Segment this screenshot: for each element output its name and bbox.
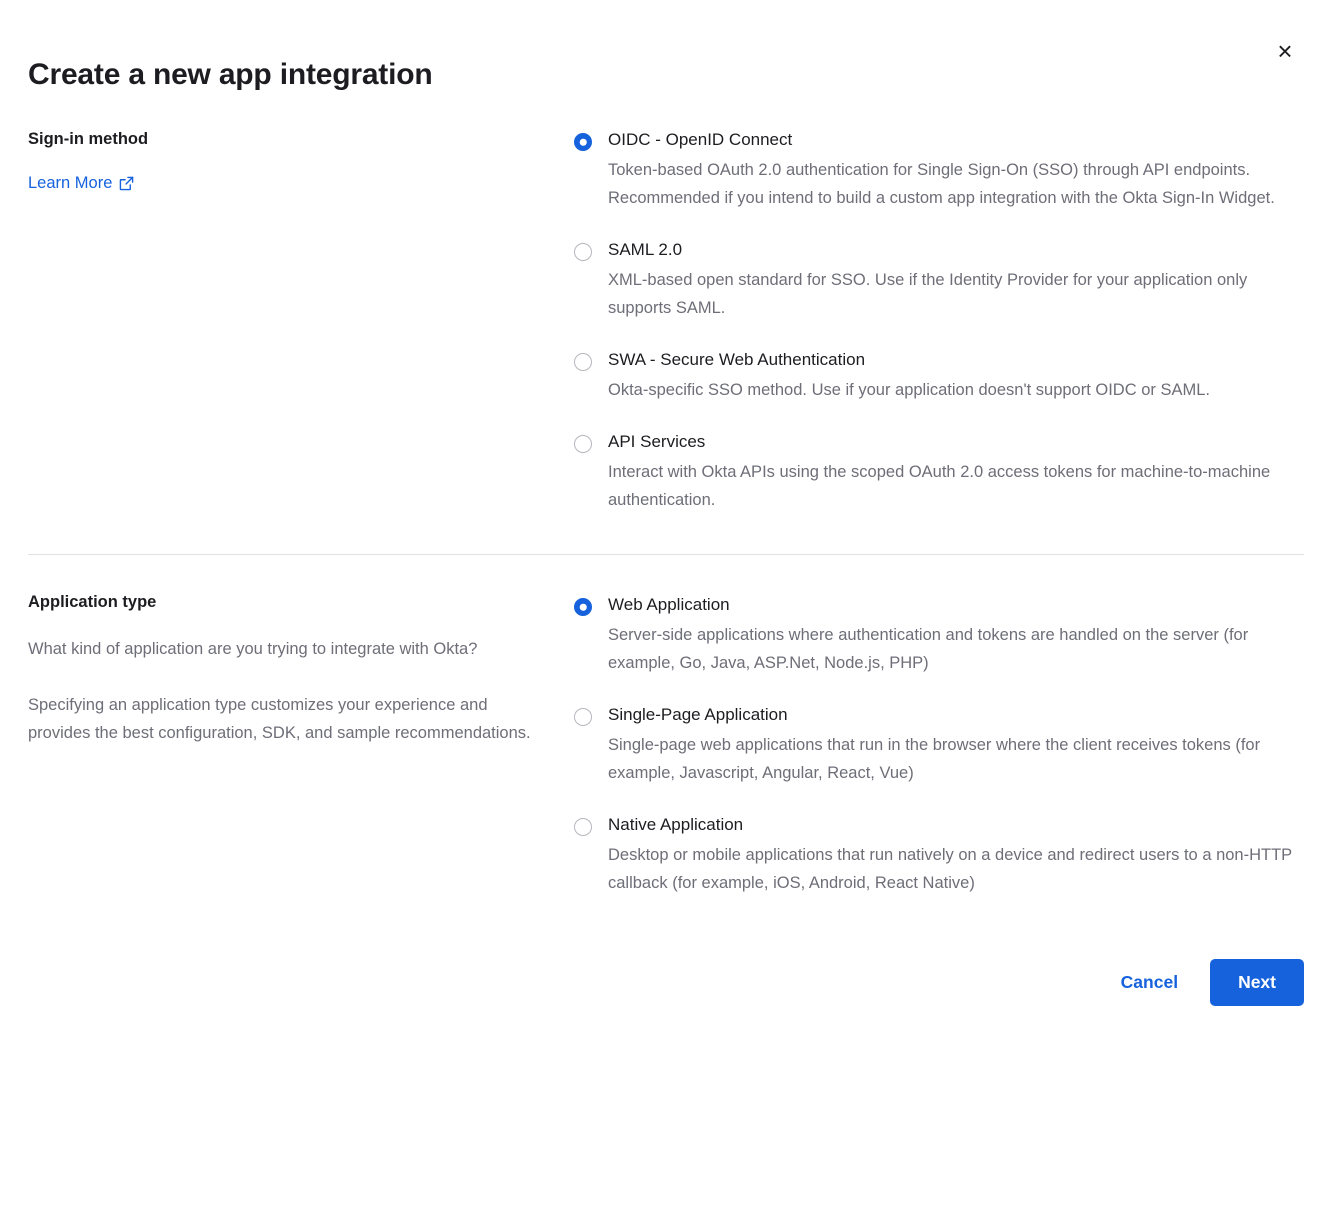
signin-method-section	[0, 128, 1332, 514]
option-title: SWA - Secure Web Authentication	[608, 350, 866, 369]
option-body	[608, 813, 1304, 897]
option-description: Okta-specific SSO method. Use if your application doesn't support OIDC or SAML.	[608, 381, 1210, 399]
option-title: OIDC - OpenID Connect	[608, 130, 793, 149]
option-title: SAML 2.0	[608, 240, 683, 259]
signin-option-oidc[interactable]	[574, 128, 1304, 212]
radio-icon[interactable]	[574, 708, 592, 726]
option-body	[608, 238, 1304, 322]
close-icon[interactable]: ×	[1270, 36, 1300, 66]
radio-icon[interactable]	[574, 243, 592, 261]
option-title: API Services	[608, 432, 706, 451]
next-button[interactable]: Next	[1210, 959, 1304, 1006]
dialog-footer	[0, 959, 1332, 1006]
application-type-label: Application type	[28, 593, 157, 611]
signin-option-swa[interactable]	[574, 348, 1304, 404]
radio-icon[interactable]	[574, 353, 592, 371]
option-body	[608, 430, 1304, 514]
signin-option-saml[interactable]	[574, 238, 1304, 322]
radio-icon[interactable]	[574, 598, 592, 616]
option-description: Token-based OAuth 2.0 authentication for Single Sign-On (SSO) through API endpoints. Recommended if you intend to build a custom app integration with the Okta Sign-In Widget.	[608, 161, 1275, 207]
cancel-button[interactable]: Cancel	[1115, 962, 1184, 1003]
option-body	[608, 593, 1304, 677]
learn-more-link[interactable]	[28, 174, 134, 193]
helper-text-1: What kind of application are you trying to integrate with Okta?	[28, 640, 478, 658]
option-title: Single-Page Application	[608, 705, 788, 724]
signin-method-label: Sign-in method	[28, 130, 149, 148]
application-type-section	[0, 591, 1332, 897]
learn-more-label: Learn More	[28, 174, 113, 192]
option-description: Interact with Okta APIs using the scoped OAuth 2.0 access tokens for machine-to-machine authentication.	[608, 463, 1271, 509]
application-type-helper	[28, 635, 534, 747]
external-link-icon	[119, 176, 134, 191]
apptype-option-spa[interactable]	[574, 703, 1304, 787]
option-body	[608, 703, 1304, 787]
radio-icon[interactable]	[574, 435, 592, 453]
option-description: Single-page web applications that run in the browser where the client receives tokens (for example, Javascript, Angular, React, Vue)	[608, 736, 1261, 782]
section-divider	[28, 554, 1304, 555]
radio-icon[interactable]	[574, 133, 592, 151]
option-title: Web Application	[608, 595, 730, 614]
option-description: XML-based open standard for SSO. Use if the Identity Provider for your application only supports SAML.	[608, 271, 1248, 317]
option-body	[608, 128, 1304, 212]
helper-text-2: Specifying an application type customizes your experience and provides the best configuration, SDK, and sample recommendations.	[28, 696, 531, 742]
option-body	[608, 348, 1304, 404]
option-description: Server-side applications where authentication and tokens are handled on the server (for example, Go, Java, ASP.Net, Node.js, PHP)	[608, 626, 1249, 672]
radio-icon[interactable]	[574, 818, 592, 836]
option-title: Native Application	[608, 815, 744, 834]
option-description: Desktop or mobile applications that run natively on a device and redirect users to a non-HTTP callback (for example, iOS, Android, React Native)	[608, 846, 1292, 892]
signin-method-options	[558, 128, 1304, 514]
apptype-option-native[interactable]	[574, 813, 1304, 897]
signin-option-api-services[interactable]	[574, 430, 1304, 514]
application-type-options	[558, 591, 1304, 897]
page-title: Create a new app integration	[28, 58, 433, 91]
application-type-left	[28, 591, 558, 897]
signin-method-left	[28, 128, 558, 514]
apptype-option-web[interactable]	[574, 593, 1304, 677]
